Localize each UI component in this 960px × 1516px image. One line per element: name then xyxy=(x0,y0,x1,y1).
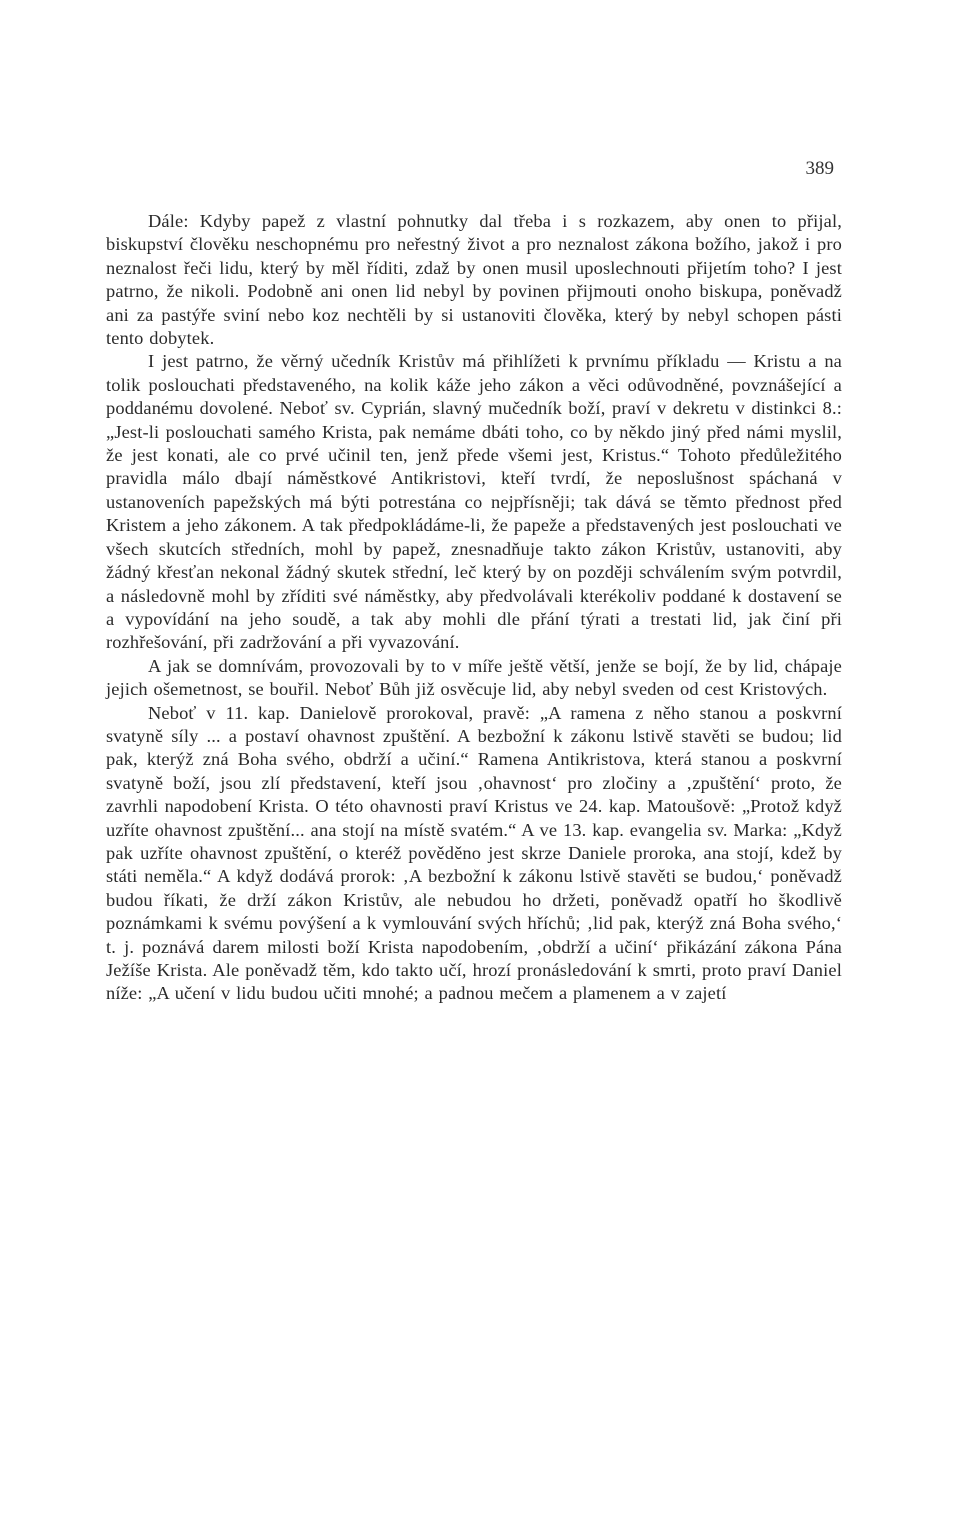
paragraph: I jest patrno, že věrný učedník Kristův má přihlížeti k prvnímu příkladu — Kristu a na tolik poslouchati představeného, na kolik káže jeho zákon a věci odůvodněné, povznášející a poddanému dovolené. Neboť sv. Cyprián, slavný mučedník boží, praví v dekretu v distinkci 8.: „Jest-li poslouchati samého Krista, pak nemáme dbáti toho, co by někdo jiný před námi myslil, že jest konati, ale co prvé učinil ten, jenž přede všemi jest, Kristus.“ Tohoto předůležitého pravidla málo dbají náměstkové Antikristovi, kteří tvrdí, že neposlušnost spáchaná v ustanoveních papežských má býti potrestána co nejpřísněji; tak dává se těmto přednost před Kristem a jeho zákonem. A tak předpokládáme-li, že papeže a představených jest poslouchati ve všech skutcích středních, mohl by papež, znesnadňuje takto zákon Kristův, ustanoviti, aby žádný křesťan nekonal žádný skutek střední, leč který by on později schválením svým potvrdil, a následovně mohl by zříditi své náměstky, aby předvolávali kterékoliv poddané k dostavení se a vypovídání na jeho soudě, a tak aby mohli dle přání týrati a trestati lid, jak činí při rozhřešování, při zadržování a při vyvazování. xyxy=(106,351,842,653)
paragraph: A jak se domnívám, provozovali by to v míře ještě větší, jenže se bojí, že by lid, chápaje jejich ošemetnost, se bouřil. Neboť Bůh již osvěcuje lid, aby nebyl sveden od cest Kristových. xyxy=(106,655,842,700)
text-body xyxy=(106,210,842,1006)
paragraph: Dále: Kdyby papež z vlastní pohnutky dal třeba i s rozkazem, aby onen to přijal, biskupství člověku neschopnému pro neřestný život a pro neznalost zákona božího, jakož i pro neznalost řeči lidu, který by měl říditi, zdaž by onen musil uposlechnouti přijetím toho? I jest patrno, že nikoli. Podobně ani onen lid nebyl by povinen přijmouti onoho biskupa, poněvadž ani za pastýře sviní nebo koz nechtěli by si ustanoviti člověka, který by nebyl schopen pásti tento dobytek. xyxy=(106,211,842,349)
page-number: 389 xyxy=(805,158,834,179)
paragraph: Neboť v 11. kap. Danielově prorokoval, pravě: „A ramena z něho stanou a poskvrní svatyně síly ... a postaví ohavnost zpuštění. A bezbožní k zákonu lstivě stavěti se budou; lid pak, kterýž zná Boha svého, obdrží a učiní.“ Ramena Antikristova, která stanou a poskvrní svatyně boží, jsou zlí představení, kteří jsou ‚ohavnost‘ pro zločiny a ‚zpuštění‘ proto, že zavrhli napodobení Krista. O této ohavnosti praví Kristus ve 24. kap. Matoušově: „Protož když uzříte ohavnost zpuštění... ana stojí na místě svatém.“ A ve 13. kap. evangelia sv. Marka: „Když pak uzříte ohavnost zpuštění, o kteréž pověděno jest skrze Daniele proroka, ana stojí, kdež by státi neměla.“ A když dodává prorok: ‚A bezbožní k zákonu lstivě stavěti se budou,‘ poněvadž budou říkati, že drží zákon Kristův, ale nebudou ho držeti, poněvadž opatří ho škodlivě poznámkami k svému povýšení a k vymlouvání svých hříchů; ‚lid pak, kterýž zná Boha svého,‘ t. j. poznává darem milosti boží Krista napodobením, ‚obdrží a učiní‘ přikázání zákona Pána Ježíše Krista. Ale poněvadž těm, kdo takto učí, hrozí pronásledování k smrti, proto praví Daniel níže: „A učení v lidu budou učiti mnohé; a padnou mečem a plamenem a v zajetí xyxy=(106,702,842,1004)
